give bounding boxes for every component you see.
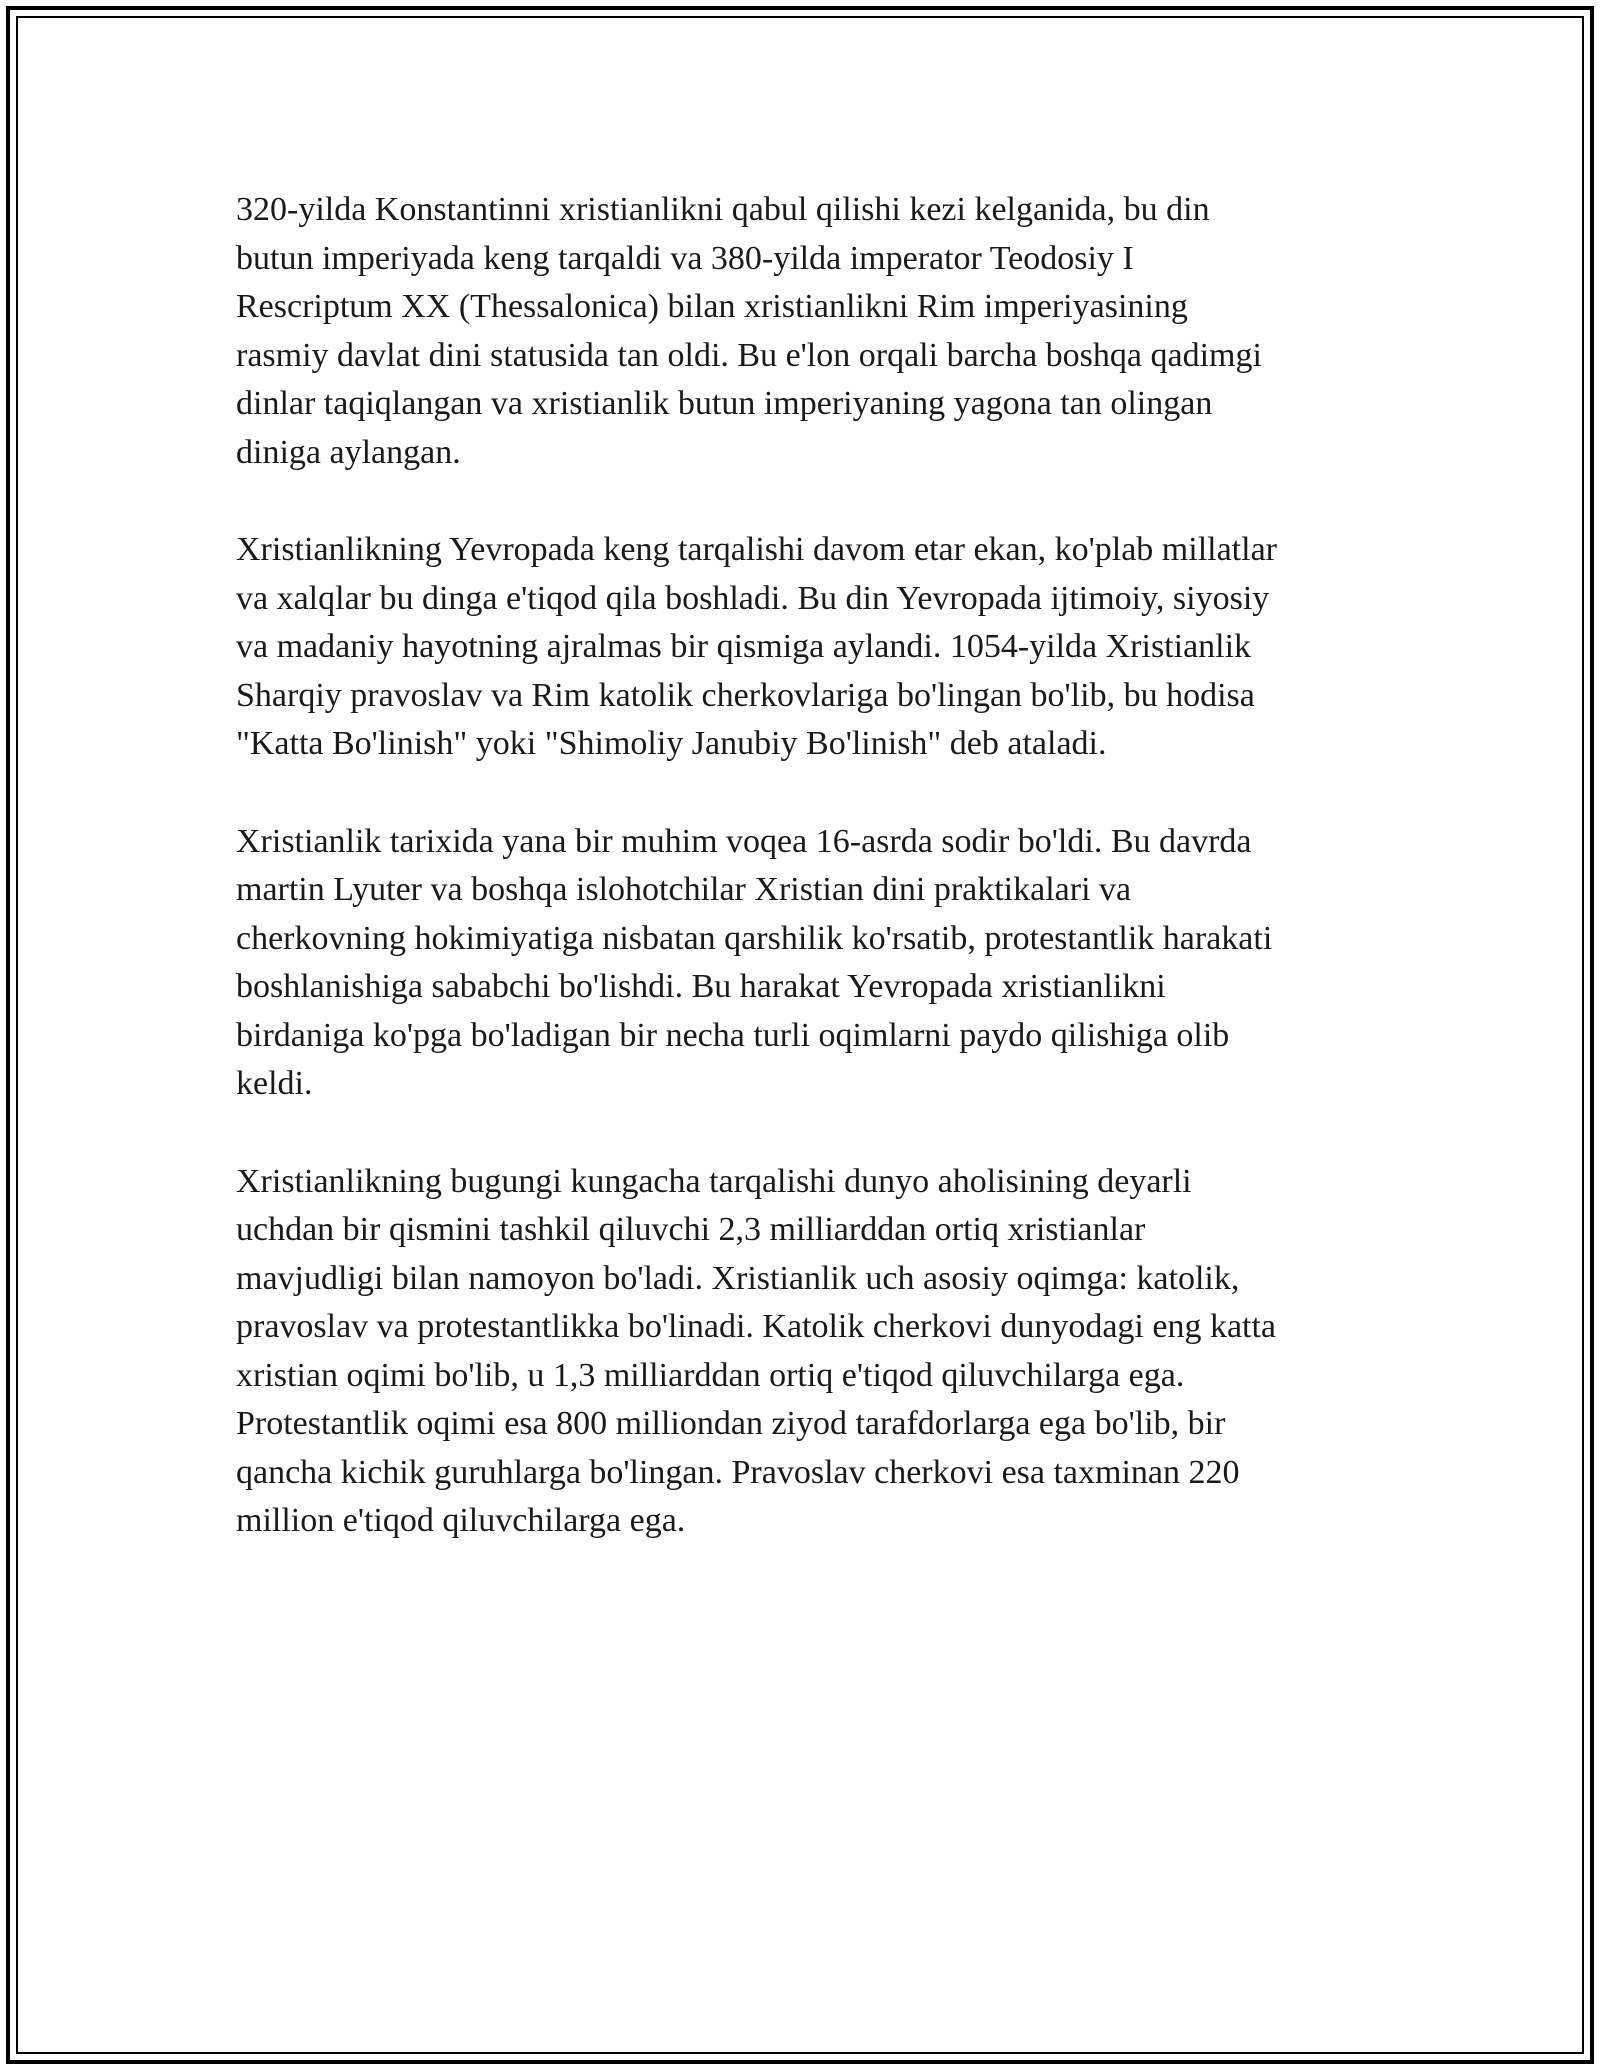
paragraph-1: 320-yilda Konstantinni xristianlikni qabul qilishi kezi kelganida, bu din butun imperiyada keng tarqaldi va 380-yilda imperator Teodosiy I Rescriptum XX (Thessalonica) bilan xristianlikni Rim imperiyasining rasmiy davlat dini statusida tan oldi. Bu e'lon orqali barcha boshqa qadimgi dinlar taqiqlangan va xristianlik butun imperiyaning yagona tan olingan diniga aylangan.: [236, 191, 1262, 471]
document-body: [236, 186, 1368, 1595]
paragraph-2: Xristianlikning Yevropada keng tarqalishi davom etar ekan, ko'plab millatlar va xalqlar bu dinga e'tiqod qila boshladi. Bu din Yevropada ijtimoiy, siyosiy va madaniy hayotning ajralmas bir qismiga aylandi. 1054-yilda Xristianlik Sharqiy pravoslav va Rim katolik cherkovlariga bo'lingan bo'lib, bu hodisa "Katta Bo'linish" yoki "Shimoliy Janubiy Bo'linish" deb ataladi.: [236, 531, 1277, 762]
paragraph-3: Xristianlik tarixida yana bir muhim voqea 16-asrda sodir bo'ldi. Bu davrda martin Lyuter va boshqa islohotchilar Xristian dini praktikalari va cherkovning hokimiyatiga nisbatan qarshilik ko'rsatib, protestantlik harakati boshlanishiga sababchi bo'lishdi. Bu harakat Yevropada xristianlikni birdaniga ko'pga bo'ladigan bir necha turli oqimlarni paydo qilishiga olib keldi.: [236, 822, 1273, 1102]
paragraph-4: Xristianlikning bugungi kungacha tarqalishi dunyo aholisining deyarli uchdan bir qismini tashkil qiluvchi 2,3 milliarddan ortiq xristianlar mavjudligi bilan namoyon bo'ladi. Xristianlik uch asosiy oqimga: katolik, pravoslav va protestantlikka bo'linadi. Katolik cherkovi dunyodagi eng katta xristian oqimi bo'lib, u 1,3 milliarddan ortiq e'tiqod qiluvchilarga ega. Protestantlik oqimi esa 800 milliondan ziyod tarafdorlarga ega bo'lib, bir qancha kichik guruhlarga bo'lingan. Pravoslav cherkovi esa taxminan 220 million e'tiqod qiluvchilarga ega.: [236, 1162, 1277, 1539]
